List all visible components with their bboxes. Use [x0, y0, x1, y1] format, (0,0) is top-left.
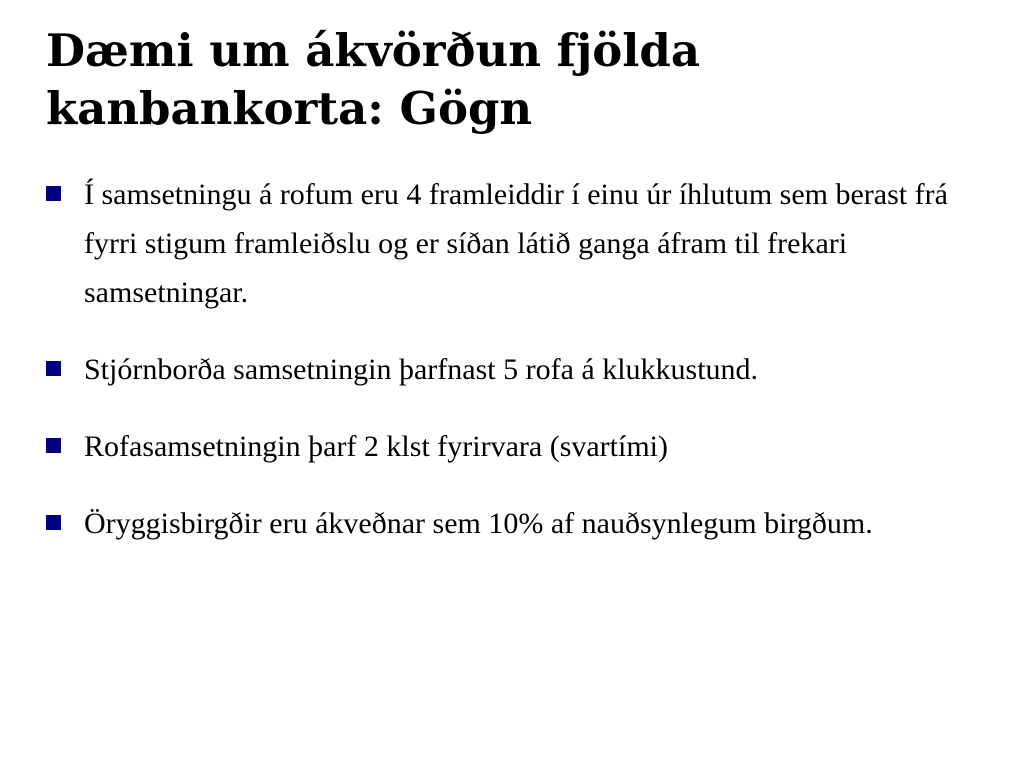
square-bullet-icon — [46, 515, 61, 530]
square-bullet-icon — [46, 361, 61, 376]
slide-title: Dæmi um ákvörðun fjölda kanbankorta: Gögn — [46, 24, 700, 135]
bullet-text: Stjórnborða samsetningin þarfnast 5 rofa á klukkustund. — [84, 353, 759, 386]
bullet-item — [46, 170, 986, 317]
bullet-item — [46, 345, 986, 394]
square-bullet-icon — [46, 186, 61, 201]
bullet-text: Í samsetningu á rofum eru 4 framleiddir í einu úr íhlutum sem berast frá fyrri stigum framleiðslu og er síðan látið ganga áfram til frekari samsetningar. — [84, 178, 948, 309]
bullet-item — [46, 499, 986, 548]
square-bullet-icon — [46, 438, 61, 453]
bullet-text: Rofasamsetningin þarf 2 klst fyrirvara (svartími) — [84, 430, 669, 463]
bullet-text: Öryggisbirgðir eru ákveðnar sem 10% af nauðsynlegum birgðum. — [84, 507, 873, 540]
bullet-list — [46, 170, 986, 576]
bullet-item — [46, 422, 986, 471]
